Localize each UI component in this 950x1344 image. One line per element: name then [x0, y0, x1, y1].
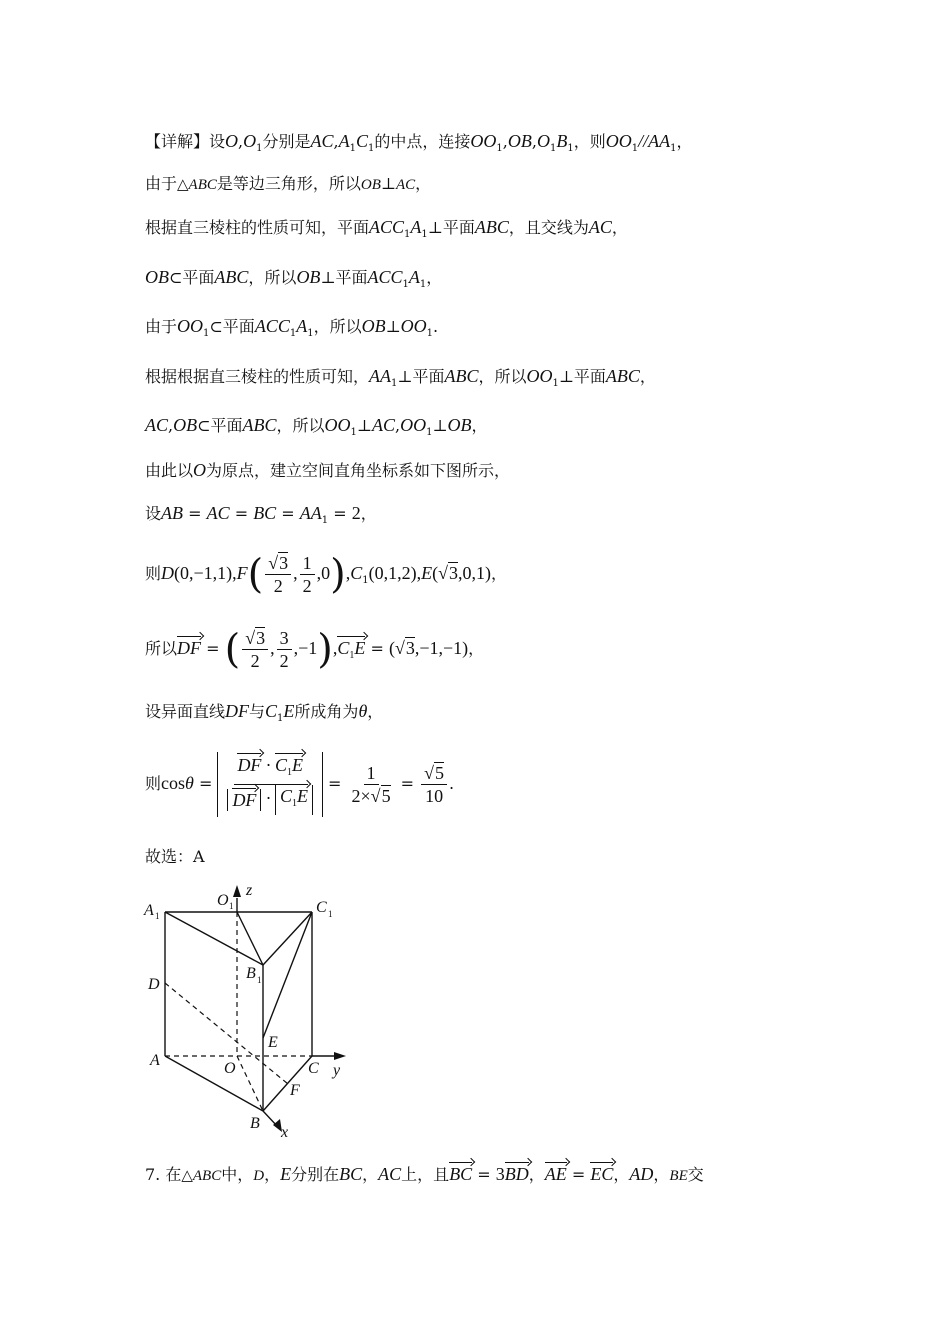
solution-line-1: 【详解】设$O,O_1$分别是$AC,A_1C_1$的中点，连接$OO_1,OB,O_1B_1$，则$OO_1//AA_1$，: [145, 131, 693, 154]
solution-line-5: 由于$OO_1\subset$平面$ACC_1A_1$，所以$OB\perp OO_1$.: [145, 316, 439, 339]
solution-line-7: AC,OB⊂平面ABC，所以$OO_1\perp AC,OO_1\perp OB$，: [145, 415, 488, 438]
label-y: y: [333, 1062, 341, 1079]
solution-line-10: 则D(0,−1,1),F( $\frac{√3}{2}$ , $\frac{1}{2}$ $,0),C_1(0,1,2),E(√3,0,1)$，: [145, 551, 508, 598]
svg-text:1: 1: [257, 975, 262, 985]
solution-line-8: 由此以O为原点，建立空间直角坐标系如下图所示，: [145, 460, 511, 480]
label-E: E: [268, 1034, 278, 1051]
label-O1: O: [217, 892, 229, 909]
label-O: O: [224, 1060, 236, 1077]
svg-text:1: 1: [155, 911, 160, 921]
problem-7-line: 7. 在△ABC中，D，E分别在BC，AC上，且BC = 3BD，AE = EC，AD，BE交: [145, 1164, 704, 1184]
svg-text:1: 1: [328, 909, 333, 919]
solution-line-6: 根据根据直三棱柱的性质可知，$AA_1\perp$平面ABC，所以$OO_1\perp$平面ABC，: [145, 366, 656, 389]
label-C1: C: [316, 899, 327, 916]
label-A1: A: [144, 902, 154, 919]
label-D: D: [148, 976, 160, 993]
detail-label: 【详解】: [145, 132, 210, 151]
solution-line-14: 故选：A: [145, 847, 205, 866]
label-A: A: [150, 1052, 160, 1069]
prism-figure: [140, 875, 360, 1145]
label-F: F: [290, 1082, 300, 1099]
label-z: z: [246, 882, 253, 899]
solution-line-3: 根据直三棱柱的性质可知，平面$ACC_1A_1\perp$平面ABC，且交线为AC，: [145, 217, 628, 240]
svg-text:1: 1: [229, 901, 234, 911]
solution-line-11: 所以DF = ( $\frac{√3}{2}$ , $\frac{3}{2}$ $,-1),C_1E = (√3,-1,-1)$，: [145, 626, 485, 673]
label-x: x: [281, 1124, 289, 1141]
solution-line-12: 设异面直线DF与$C_1E$所成角为θ，: [145, 701, 384, 724]
label-B: B: [250, 1115, 260, 1132]
solution-line-4: OB⊂平面ABC，所以OB⊥平面$ACC_1A_1$，: [145, 267, 443, 290]
label-B1: B: [246, 965, 256, 982]
label-C: C: [308, 1060, 319, 1077]
solution-line-9: 设AB = AC = BC = $AA_1 = 2$，: [145, 503, 377, 526]
solution-line-2: 由于△ABC是等边三角形，所以OB⊥AC，: [145, 174, 432, 193]
solution-line-13: 则cosθ = $\frac{DF \cdot C_1E}{DF \cdot C_1E}$ = $\frac{1}{2\times√5}$ = $\frac{√5}{10}$ .: [145, 752, 454, 817]
